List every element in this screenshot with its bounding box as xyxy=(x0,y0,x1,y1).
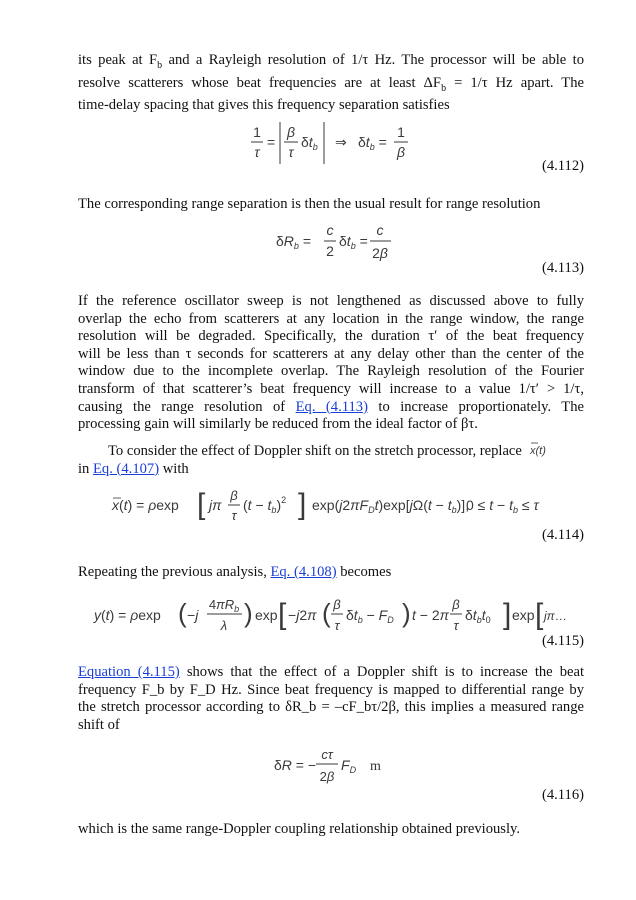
unit-meters: m xyxy=(370,759,381,774)
paragraph-7-line-1: which is the same range-Doppler coupling relationship obtained previously. xyxy=(78,821,521,837)
svg-text:2: 2 xyxy=(326,243,334,259)
svg-text:δR = −: δR = − xyxy=(274,757,317,773)
equation-number-4-113: (4.113) xyxy=(541,260,584,276)
paragraph-3-line-2: overlap the echo from scatterers at any location in the range window, the range xyxy=(78,310,584,327)
svg-text:c: c xyxy=(376,222,384,238)
svg-text:exp(j2πFDt)exp[jΩ(t − tb)],: $\exp(j2\pi F_Dt)\exp[j\Omega(t - t_b)]$, xyxy=(312,497,470,515)
link-eq-4-107[interactable]: Eq. (4.107) xyxy=(93,460,160,477)
paragraph-3 xyxy=(78,293,584,434)
svg-text:δtb =: $\delta t_b$ = xyxy=(358,134,387,152)
link-eq-4-108[interactable]: Eq. (4.108) xyxy=(270,564,337,580)
svg-text:jπ: jπ xyxy=(209,497,222,513)
paragraph-3-line-6: transform of that scatterer’s beat frequency will increase to a value 1/τ′ > 1/τ, xyxy=(78,380,584,397)
paragraph-2 xyxy=(78,196,584,214)
paragraph-4-line-2: in Eq. (4.107) with xyxy=(78,460,189,477)
svg-text:(: ( xyxy=(178,598,187,628)
equation-4-112 xyxy=(248,120,418,171)
svg-text:λ: λ xyxy=(220,618,228,633)
paragraph-5 xyxy=(78,564,584,582)
svg-text:δtb =: $\delta t_b$ = xyxy=(339,233,368,251)
equation-number-4-115: (4.115) xyxy=(541,633,584,649)
svg-text:exp: exp xyxy=(255,607,278,623)
svg-text:2β: 2β xyxy=(319,769,335,784)
svg-text:[: [ xyxy=(535,598,544,631)
svg-text:exp: exp xyxy=(512,607,535,623)
svg-text:β: β xyxy=(333,597,341,612)
link-eq-4-113[interactable]: Eq. (4.113) xyxy=(295,398,368,415)
svg-text:]: ] xyxy=(298,488,307,521)
equation-number-4-112: (4.112) xyxy=(541,158,584,174)
paragraph-6 xyxy=(78,664,584,734)
paragraph-4-line-1: To consider the effect of Doppler shift on the stretch processor, replace x(t) xyxy=(78,441,584,461)
paragraph-3-line-8: processing gain will similarly be reduced from the ideal factor of βτ. xyxy=(78,416,478,433)
paragraph-3-line-4: will be less than τ seconds for scatterers at any delay other than the center of the xyxy=(78,345,584,362)
svg-text:δRb =: $\delta R_b$ = xyxy=(276,233,312,251)
svg-text:1: 1 xyxy=(397,124,405,140)
svg-text:x(t): x(t) xyxy=(529,445,546,457)
svg-text:FD: $F_D$ xyxy=(341,757,357,775)
svg-text:t − 2π: t − 2π xyxy=(412,607,450,623)
svg-text:−j: −j xyxy=(187,607,199,623)
paragraph-1-line-3: time-delay spacing that gives this frequency separation satisfies xyxy=(78,97,450,113)
svg-text:τ: τ xyxy=(231,508,237,523)
equation-number-4-114: (4.114) xyxy=(541,527,584,543)
svg-text:δtbt0: $\delta t_bt_0$ xyxy=(465,607,491,625)
svg-text:τ: τ xyxy=(254,144,260,160)
svg-text:τ: τ xyxy=(334,618,340,633)
paragraph-3-line-7: causing the range resolution of Eq. (4.113) to increase proportionately. The xyxy=(78,398,584,415)
paragraph-5-line-1: Repeating the previous analysis, Eq. (4.108) becomes xyxy=(78,564,392,580)
svg-text:y(t) = ρexp: y(t) = ρexp xyxy=(94,607,161,623)
link-equation-4-115[interactable]: Equation (4.115) xyxy=(78,664,180,680)
svg-text:[: [ xyxy=(278,598,287,631)
paragraph-1-line-2: resolve scatterers whose beat frequencies are at least $\Delta F_b = 1/\tau$ Hz apart. The xyxy=(78,74,584,94)
equation-4-115 xyxy=(92,592,572,639)
paragraph-1 xyxy=(78,52,584,115)
svg-text:0 ≤ t − tb ≤ τ: $0 \le t - t_b \le \tau$ xyxy=(466,497,539,515)
svg-text:τ: τ xyxy=(453,618,459,633)
svg-text:⇒: ⇒ xyxy=(335,134,347,150)
svg-text:β: β xyxy=(452,597,460,612)
paragraph-6-line-4: shift of xyxy=(78,716,120,733)
svg-text:τ: τ xyxy=(288,144,294,160)
x-bar-t-symbol xyxy=(530,441,554,457)
svg-text:[: [ xyxy=(197,488,206,521)
paragraph-6-line-3: the stretch processor according to δR_b = –cF_bτ/2β, this implies a measured range xyxy=(78,699,584,716)
svg-text:4πRb: $4\pi R_b$ xyxy=(208,597,240,614)
paragraph-3-line-5: window due to the incomplete overlap. The Rayleigh resolution of the Fourier xyxy=(78,363,584,380)
svg-text:=: = xyxy=(267,134,276,150)
equation-4-113 xyxy=(274,220,394,269)
svg-text:β: β xyxy=(230,488,238,503)
svg-text:β: β xyxy=(287,124,295,140)
svg-text:): ) xyxy=(244,598,253,628)
paragraph-3-line-3: resolution will be degraded. Specifically, the duration τ′ of the beat frequency xyxy=(78,328,584,345)
paragraph-6-line-1: Equation (4.115) shows that the effect of a Doppler shift is to increase the beat xyxy=(78,664,585,680)
svg-text:β: β xyxy=(397,144,405,160)
svg-text:): ) xyxy=(402,598,411,628)
svg-text:]: ] xyxy=(503,598,512,631)
paragraph-2-line-1: The corresponding range separation is then the usual result for range resolution xyxy=(78,196,541,212)
equation-number-4-116: (4.116) xyxy=(541,787,584,803)
paragraph-1-line-1: its peak at $F_b$ and a Rayleigh resolution of 1/τ Hz. The processor will be able to xyxy=(78,52,584,71)
svg-text:1: 1 xyxy=(253,124,261,140)
paragraph-6-line-2: frequency F_b by F_D Hz. Since beat frequency is mapped to differential range by xyxy=(78,681,584,698)
svg-text:δtb − FD: $\delta t_b - F_D$ xyxy=(346,607,394,625)
svg-text:cτ: cτ xyxy=(321,747,333,762)
svg-text:2β: 2β xyxy=(372,245,388,261)
paragraph-4 xyxy=(78,441,584,478)
svg-text:c: c xyxy=(326,222,334,238)
svg-text:−j2π: −j2π xyxy=(288,607,317,623)
svg-text:x(t) = ρexp: x(t) = ρexp xyxy=(112,497,179,513)
svg-text:jπ…: jπ… xyxy=(544,609,567,623)
paragraph-3-line-1: If the reference oscillator sweep is not lengthened as discussed above to fully xyxy=(78,293,584,309)
paragraph-7 xyxy=(78,821,584,839)
svg-text:δtb: $\delta t_b$ xyxy=(301,134,318,152)
equation-4-114 xyxy=(110,482,550,529)
svg-text:(t − tb)2: $(t - t_b)^2$ xyxy=(243,495,287,515)
svg-text:(: ( xyxy=(322,598,331,628)
